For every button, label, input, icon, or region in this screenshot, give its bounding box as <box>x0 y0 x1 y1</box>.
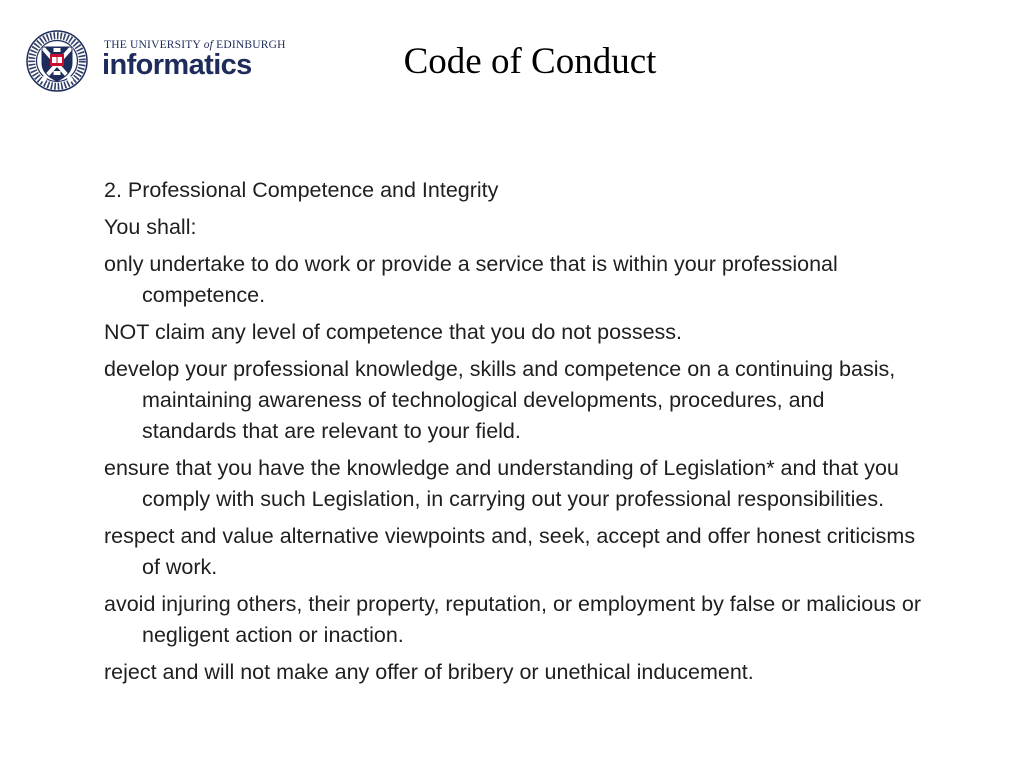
list-item: NOT claim any level of competence that you do not possess. <box>104 320 683 344</box>
university-name: THE UNIVERSITY of EDINBURGH <box>104 39 286 51</box>
list-item: respect and value alternative viewpoints and, seek, accept and offer honest criticisms of work. <box>104 524 916 579</box>
slide-body <box>104 175 924 694</box>
list-item: avoid injuring others, their property, reputation, or employment by false or malicious or negligent action or inaction. <box>104 592 921 647</box>
list-item: ensure that you have the knowledge and understanding of Legislation* and that you comply with such Legislation, in carrying out your professional responsibilities. <box>104 456 899 511</box>
list-item: only undertake to do work or provide a service that is within your professional competence. <box>104 252 838 307</box>
slide-title: Code of Conduct <box>403 41 657 82</box>
list-item: reject and will not make any offer of bribery or unethical inducement. <box>104 660 754 684</box>
intro-text: You shall: <box>104 215 197 239</box>
section-heading: 2. Professional Competence and Integrity <box>104 178 499 202</box>
list-item: develop your professional knowledge, skills and competence on a continuing basis, maintaining awareness of technological developments, procedures, and standards that are relevant to your field. <box>104 357 896 443</box>
informatics-wordmark: informatics <box>102 49 252 81</box>
